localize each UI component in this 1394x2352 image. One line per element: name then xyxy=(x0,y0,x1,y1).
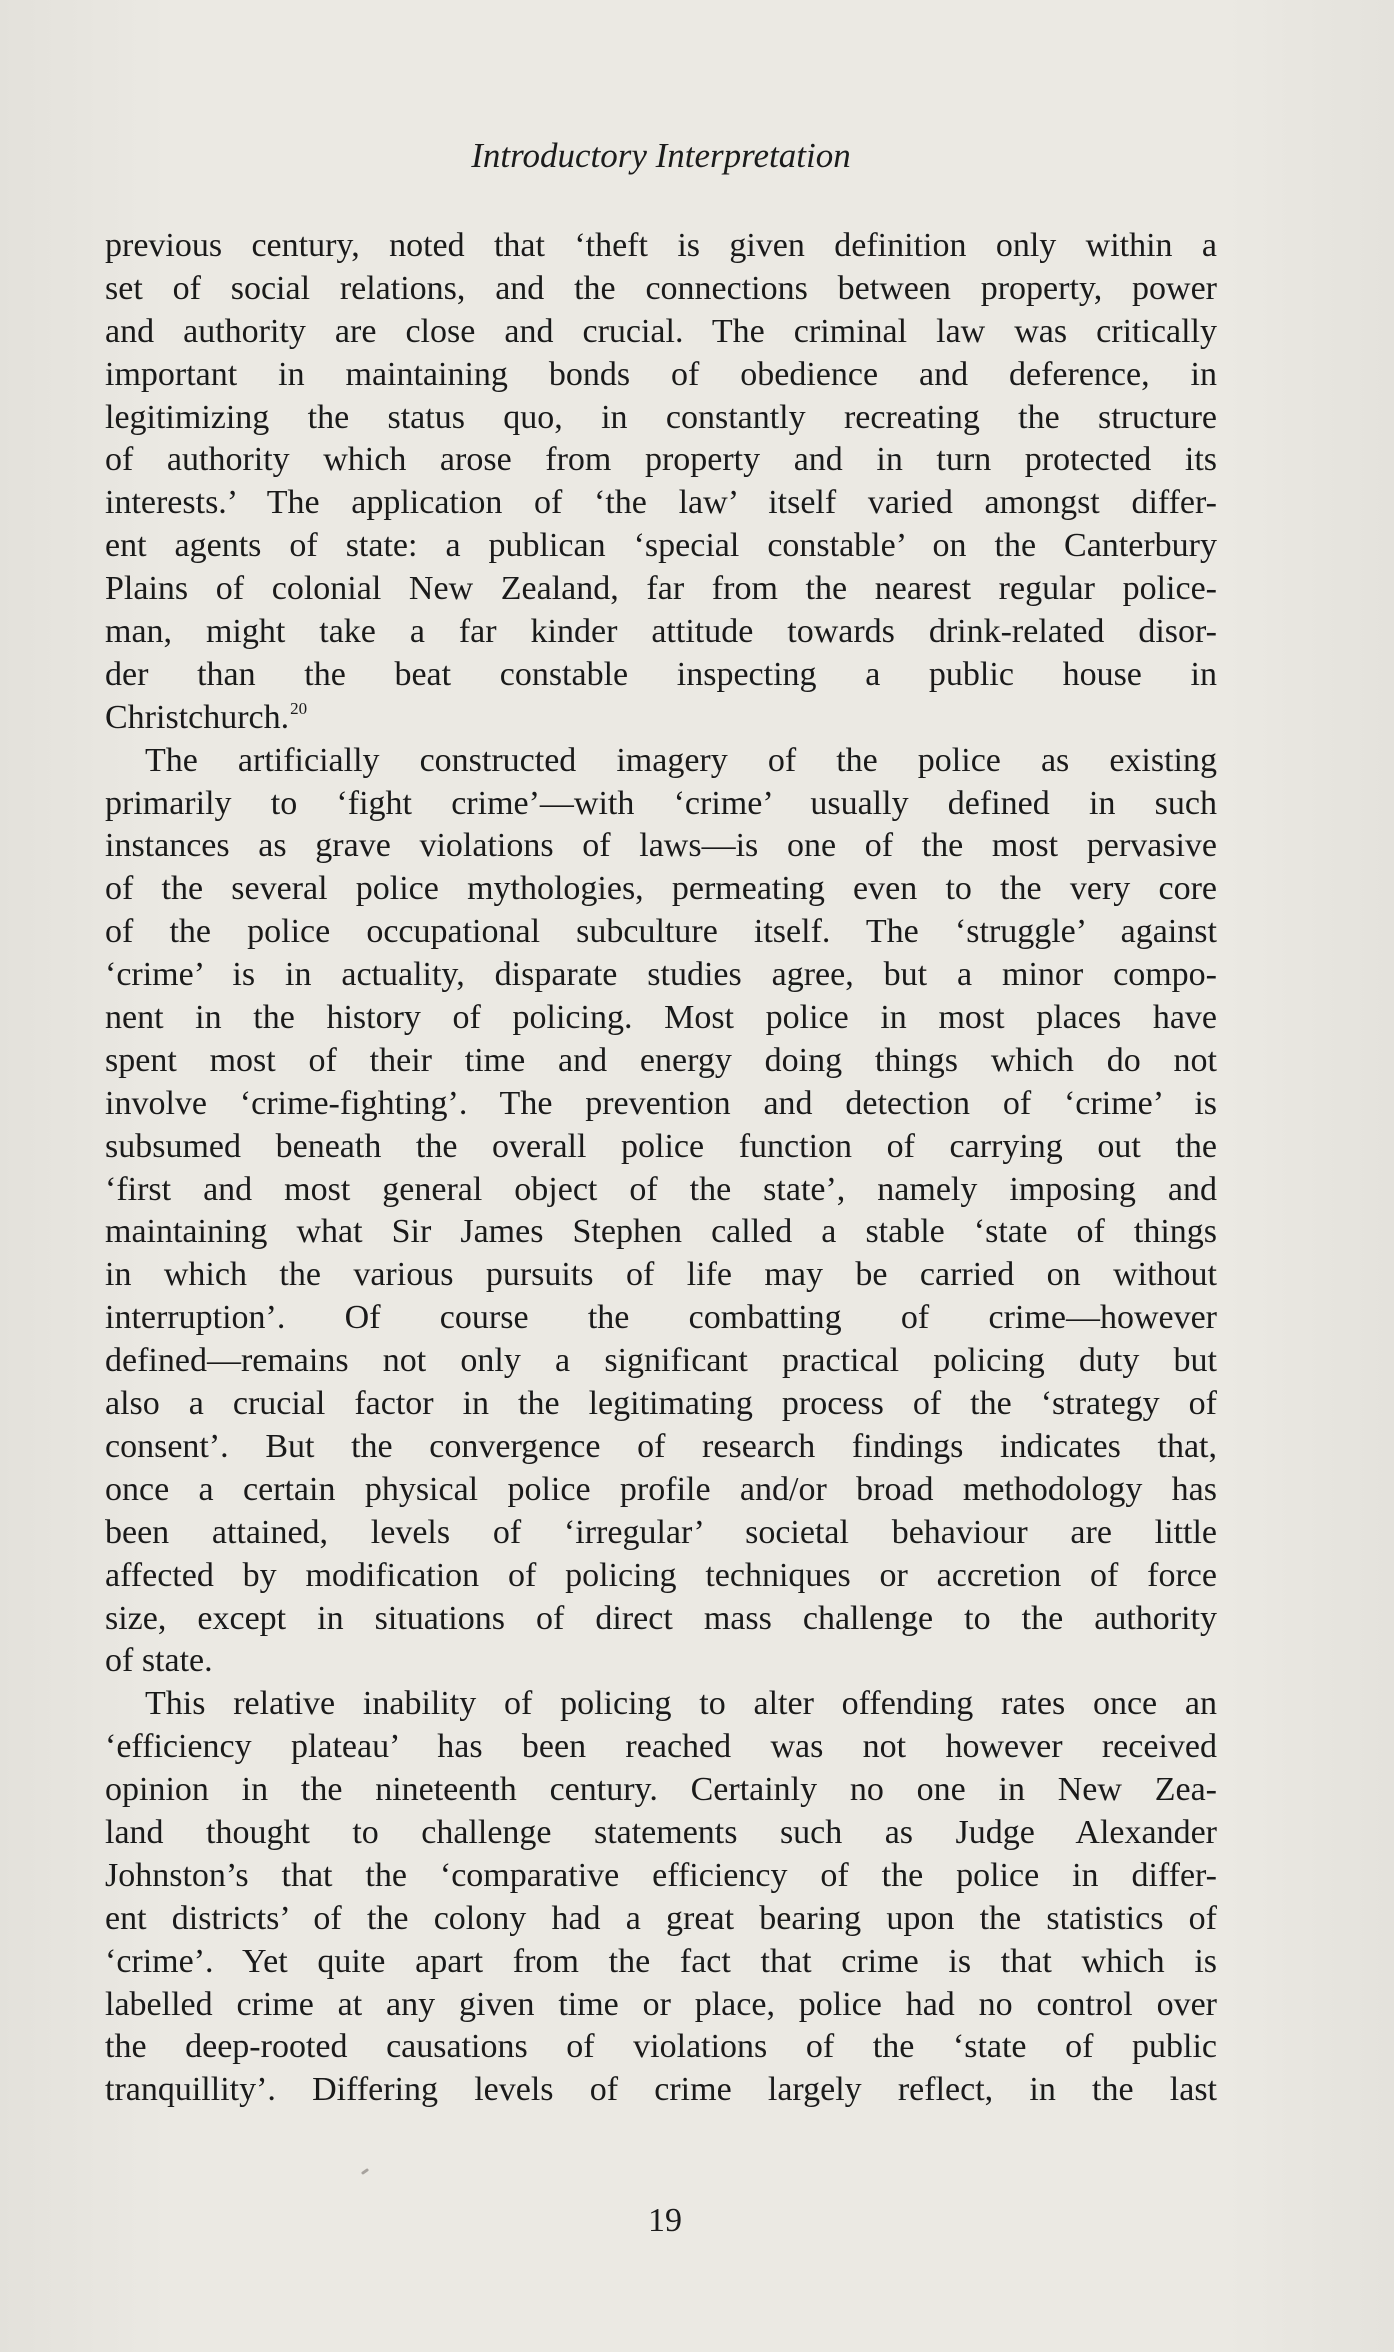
text-line xyxy=(105,568,1217,611)
text-line xyxy=(105,311,1217,354)
text-line xyxy=(105,911,1217,954)
text-line-content: ‘first and most general object of the state’, namely imposing and xyxy=(105,1170,1217,1208)
text-line-content: labelled crime at any given time or place, police had no control over xyxy=(105,1985,1217,2023)
text-line xyxy=(105,268,1217,311)
text-line xyxy=(105,1683,1217,1726)
text-line xyxy=(105,1040,1217,1083)
running-head: Introductory Interpretation xyxy=(471,136,851,175)
text-line xyxy=(105,611,1217,654)
text-line-content: involve ‘crime-fighting’. The prevention and detection of ‘crime’ is xyxy=(105,1084,1217,1122)
text-line-content: defined—remains not only a significant practical policing duty but xyxy=(105,1342,1217,1380)
text-line-content: the deep-rooted causations of violations of the ‘state of public xyxy=(105,2028,1217,2066)
text-line xyxy=(105,740,1217,783)
text-line xyxy=(105,525,1217,568)
text-line xyxy=(105,1340,1217,1383)
text-line-content: man, might take a far kinder attitude towards drink-related disor- xyxy=(105,613,1217,651)
text-line-content: affected by modification of policing techniques or accretion of force xyxy=(105,1556,1217,1594)
text-line-content: previous century, noted that ‘theft is given definition only within a xyxy=(105,227,1217,264)
text-line xyxy=(105,1855,1217,1898)
text-line-content: legitimizing the status quo, in constantly recreating the structure xyxy=(105,398,1217,436)
text-line-content: consent’. But the convergence of research findings indicates that, xyxy=(105,1427,1217,1465)
text-line-content: nent in the history of policing. Most police in most places have xyxy=(105,999,1217,1037)
text-line xyxy=(105,1211,1217,1254)
text-line-content: instances as grave violations of laws—is one of the most pervasive xyxy=(105,827,1217,865)
text-line-content: interruption’. Of course the combatting of crime—however xyxy=(105,1299,1217,1337)
text-line-content: subsumed beneath the overall police function of carrying out the xyxy=(105,1127,1217,1165)
text-line-content: opinion in the nineteenth century. Certainly no one in New Zea- xyxy=(105,1771,1217,1809)
text-line-content: der than the beat constable inspecting a public house in xyxy=(105,655,1217,693)
text-line-content: ent agents of state: a publican ‘special constable’ on the Canterbury xyxy=(105,527,1217,565)
page-number: 19 xyxy=(648,2202,682,2239)
text-line-content: of the several police mythologies, permeating even to the very core xyxy=(105,870,1217,908)
text-line xyxy=(105,1812,1217,1855)
text-line-content: important in maintaining bonds of obedience and deference, in xyxy=(105,355,1217,393)
text-line-content: once a certain physical police profile and/or broad methodology has xyxy=(105,1470,1217,1508)
text-line xyxy=(105,482,1217,525)
text-line xyxy=(105,697,1217,740)
text-line xyxy=(105,1512,1217,1555)
text-line xyxy=(105,354,1217,397)
text-line xyxy=(105,1469,1217,1512)
text-line-content: ‘crime’ is in actuality, disparate studies agree, but a minor compo- xyxy=(105,956,1217,994)
text-line xyxy=(105,868,1217,911)
text-line-content: Johnston’s that the ‘comparative efficiency of the police in differ- xyxy=(105,1856,1217,1894)
text-line xyxy=(105,1126,1217,1169)
text-line-content: The artificially constructed imagery of the police as existing xyxy=(145,741,1217,779)
text-line xyxy=(105,397,1217,440)
text-line xyxy=(105,1383,1217,1426)
text-line xyxy=(105,1297,1217,1340)
text-line-content: spent most of their time and energy doing things which do not xyxy=(105,1041,1217,1079)
text-line xyxy=(105,1640,1217,1683)
text-line xyxy=(105,1898,1217,1941)
text-line xyxy=(105,783,1217,826)
text-line-content: tranquillity’. Differing levels of crime largely reflect, in the last xyxy=(105,2071,1217,2109)
text-line-content: of the police occupational subculture itself. The ‘struggle’ against xyxy=(105,913,1217,951)
text-line xyxy=(105,1984,1217,2027)
text-line-content: been attained, levels of ‘irregular’ societal behaviour are little xyxy=(105,1513,1217,1551)
text-line xyxy=(105,1769,1217,1812)
text-line xyxy=(105,1254,1217,1297)
text-line-content: ‘efficiency plateau’ has been reached was not however received xyxy=(105,1728,1217,1766)
text-line xyxy=(105,2026,1217,2069)
text-line xyxy=(105,1598,1217,1641)
text-line-content: Christchurch. xyxy=(105,698,290,736)
text-line xyxy=(105,225,1217,268)
text-line xyxy=(105,825,1217,868)
paper-mark xyxy=(361,2168,369,2175)
text-line xyxy=(105,439,1217,482)
text-line xyxy=(105,1726,1217,1769)
text-line-content: and authority are close and crucial. The criminal law was critically xyxy=(105,312,1217,350)
text-line-content: in which the various pursuits of life may be carried on without xyxy=(105,1256,1217,1294)
text-line-content: primarily to ‘fight crime’—with ‘crime’ usually defined in such xyxy=(105,784,1217,822)
text-line-content: also a crucial factor in the legitimating process of the ‘strategy of xyxy=(105,1385,1217,1423)
text-line-content: of authority which arose from property and in turn protected its xyxy=(105,441,1217,479)
text-line xyxy=(105,997,1217,1040)
text-line-content: interests.’ The application of ‘the law’ itself varied amongst differ- xyxy=(105,484,1217,522)
body-text xyxy=(105,225,1217,2112)
text-line xyxy=(105,1555,1217,1598)
text-line xyxy=(105,2069,1217,2112)
text-line xyxy=(105,1083,1217,1126)
text-line xyxy=(105,1426,1217,1469)
text-line-content: This relative inability of policing to alter offending rates once an xyxy=(145,1685,1217,1723)
text-line xyxy=(105,1941,1217,1984)
text-line-content: ‘crime’. Yet quite apart from the fact that crime is that which is xyxy=(105,1942,1217,1980)
text-line-content: maintaining what Sir James Stephen called a stable ‘state of things xyxy=(105,1213,1217,1251)
footnote-reference: 20 xyxy=(290,698,308,718)
text-line xyxy=(105,954,1217,997)
text-line-content: ent districts’ of the colony had a great bearing upon the statistics of xyxy=(105,1899,1217,1937)
text-line-content: of state. xyxy=(105,1642,213,1680)
text-line-content: land thought to challenge statements such as Judge Alexander xyxy=(105,1813,1217,1851)
text-line-content: set of social relations, and the connections between property, power xyxy=(105,269,1217,307)
text-line xyxy=(105,654,1217,697)
text-line-content: Plains of colonial New Zealand, far from the nearest regular police- xyxy=(105,570,1217,608)
text-line-content: size, except in situations of direct mass challenge to the authority xyxy=(105,1599,1217,1637)
text-line xyxy=(105,1169,1217,1212)
